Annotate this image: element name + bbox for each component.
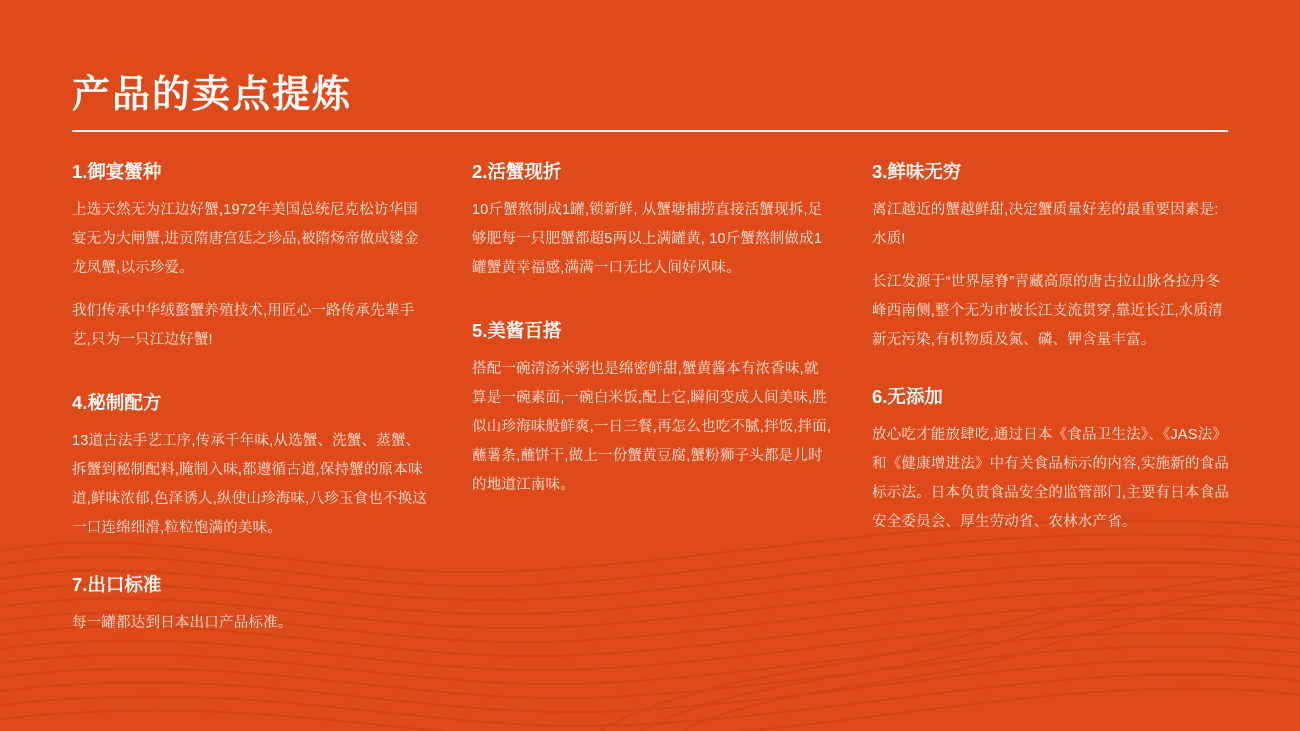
selling-point-paragraph: 我们传承中华绒螯蟹养殖技术,用匠心一路传承先辈手艺,只为一只江边好蟹! <box>72 303 415 349</box>
selling-point-paragraph: 搭配一碗清汤米粥也是绵密鲜甜,蟹黄酱本有浓香味,就算是一碗素面,一碗白米饭,配上它,瞬间变成人间美味,胜似山珍海味般鲜爽,一日三餐,再怎么也吃不腻,拌饭,拌面,蘸薯条,蘸饼干,做上一份蟹黄豆腐,蟹粉狮子头都是儿时的地道江南味。 <box>472 361 832 494</box>
selling-point-paragraph: 13道古法手艺工序,传承千年味,从选蟹、洗蟹、蒸蟹、拆蟹到秘制配料,腌制入味,都遵循古道,保持蟹的原本味道,鲜味浓郁,色泽诱人,纵使山珍海味,八珍玉食也不换这一口连绵细滑,粒粒饱满的美味。 <box>72 433 428 537</box>
selling-point-5 <box>472 319 832 500</box>
selling-point-7 <box>72 573 432 638</box>
column-2 <box>472 160 832 668</box>
selling-point-1 <box>72 160 432 355</box>
selling-point-4 <box>72 391 432 543</box>
columns-container <box>72 160 1232 668</box>
selling-point-6 <box>872 385 1232 537</box>
selling-point-paragraph: 每一罐都达到日本出口产品标准。 <box>72 615 293 632</box>
selling-point-paragraph: 长江发源于“世界屋脊”青藏高原的唐古拉山脉各拉丹冬峰西南侧,整个无为市被长江支流贯穿,靠近长江,水质清新无污染,有机物质及氮、磷、钾含量丰富。 <box>872 274 1223 349</box>
selling-point-heading: 1.御宴蟹种 <box>72 161 162 182</box>
selling-point-paragraph: 离江越近的蟹越鲜甜,决定蟹质量好差的最重要因素是: 水质! <box>872 202 1219 248</box>
selling-point-heading: 2.活蟹现折 <box>472 161 562 182</box>
selling-point-paragraph: 放心吃才能放肆吃,通过日本《食品卫生法》、《JAS法》和《健康增进法》中有关食品标示的内容,实施新的食品标示法。日本负责食品安全的监管部门,主要有日本食品安全委员会、厚生劳动省、农林水产省。 <box>872 427 1230 531</box>
column-1 <box>72 160 432 668</box>
page-title: 产品的卖点提炼 <box>72 74 353 117</box>
selling-point-heading: 3.鲜味无穷 <box>872 161 962 182</box>
selling-point-3 <box>872 160 1232 355</box>
selling-point-2 <box>472 160 832 283</box>
selling-point-heading: 7.出口标准 <box>72 574 162 596</box>
title-divider <box>72 130 1228 132</box>
selling-point-heading: 4.秘制配方 <box>72 392 162 414</box>
selling-point-heading: 5.美酱百搭 <box>472 320 562 342</box>
selling-point-paragraph: 上选天然无为江边好蟹,1972年美国总统尼克松访华国宴无为大闸蟹,进贡隋唐宫廷之珍品,被隋炀帝做成镂金龙凤蟹,以示珍爱。 <box>72 202 419 277</box>
selling-point-paragraph: 10斤蟹熬制成1罐,锁新鲜, 从蟹塘捕捞直接活蟹现拆,足够肥每一只肥蟹都超5两以上满罐黄, 10斤蟹熬制做成1罐蟹黄幸福感,满满一口无比人间好风味。 <box>472 202 823 277</box>
column-3 <box>872 160 1232 668</box>
selling-point-heading: 6.无添加 <box>872 386 943 408</box>
